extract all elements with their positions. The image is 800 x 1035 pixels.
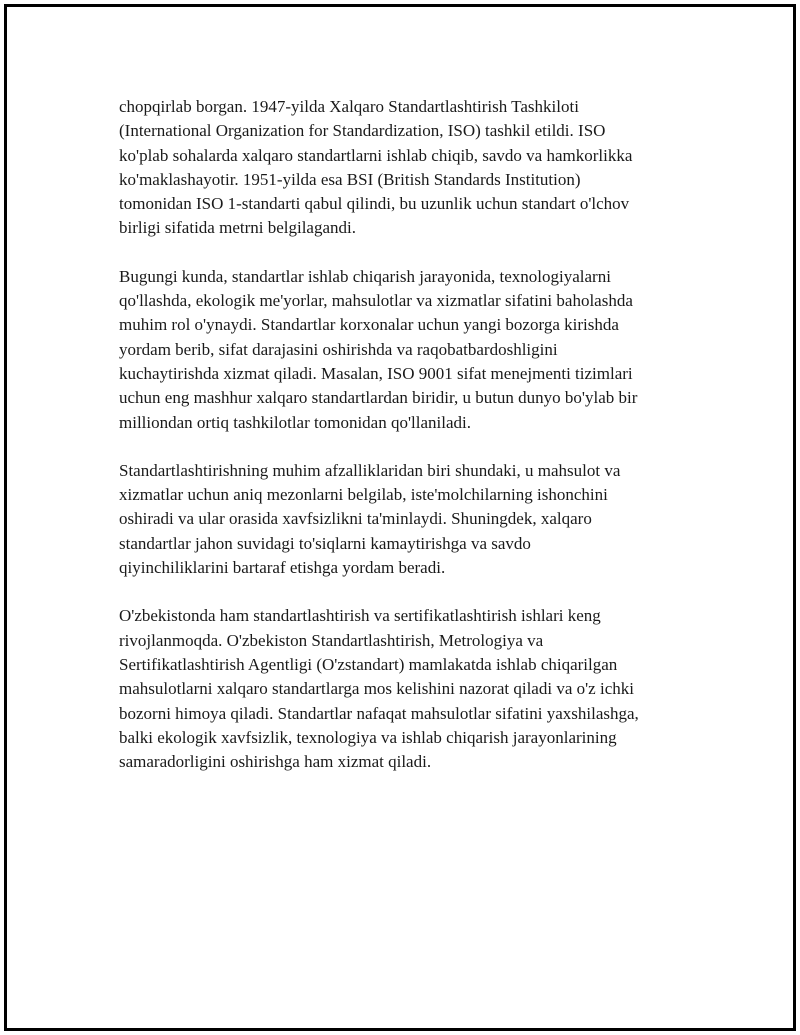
- text-line: yordam berib, sifat darajasini oshirishda va raqobatbardoshligini: [119, 339, 558, 359]
- text-line: Sertifikatlashtirish Agentligi (O'zstandart) mamlakatda ishlab chiqarilgan: [119, 654, 618, 674]
- text-line: ko'plab sohalarda xalqaro standartlarni ishlab chiqib, savdo va hamkorlikka: [119, 145, 633, 165]
- text-line: qiyinchiliklarini bartaraf etishga yordam beradi.: [119, 558, 446, 578]
- text-line: xizmatlar uchun aniq mezonlarni belgilab, iste'molchilarning ishonchini: [119, 485, 608, 505]
- text-line: bozorni himoya qiladi. Standartlar nafaqat mahsulotlar sifatini yaxshilashga,: [119, 703, 639, 723]
- text-line: chopqirlab borgan. 1947-yilda Xalqaro Standartlashtirish Tashkiloti: [119, 97, 579, 116]
- text-line: tomonidan ISO 1-standarti qabul qilindi, bu uzunlik uchun standart o'lchov: [119, 194, 630, 214]
- text-line: samaradorligini oshirishga ham xizmat qiladi.: [119, 752, 432, 772]
- paragraph-iso-history: [119, 95, 685, 241]
- paragraph-standards-today: [119, 265, 685, 435]
- text-line: oshiradi va ular orasida xavfsizlikni ta'minlaydi. Shuningdek, xalqaro: [119, 509, 592, 529]
- text-line: balki ekologik xavfsizlik, texnologiya va ishlab chiqarish jarayonlarining: [119, 727, 617, 747]
- text-line: qo'llashda, ekologik me'yorlar, mahsulotlar va xizmatlar sifatini baholashda: [119, 291, 633, 311]
- text-line: kuchaytirishda xizmat qiladi. Masalan, ISO 9001 sifat menejmenti tizimlari: [119, 363, 633, 383]
- text-line: ko'maklashayotir. 1951-yilda esa BSI (British Standards Institution): [119, 169, 581, 189]
- text-line: milliondan ortiq tashkilotlar tomonidan qo'llaniladi.: [119, 412, 471, 432]
- text-line: muhim rol o'ynaydi. Standartlar korxonalar uchun yangi bozorga kirishda: [119, 315, 619, 335]
- text-line: O'zbekistonda ham standartlashtirish va sertifikatlashtirish ishlari keng: [119, 606, 601, 626]
- text-line: birligi sifatida metrni belgilagandi.: [119, 218, 356, 238]
- document-page: [4, 4, 796, 1031]
- paragraph-uzbekistan: [119, 604, 685, 774]
- text-line: Bugungi kunda, standartlar ishlab chiqarish jarayonida, texnologiyalarni: [119, 266, 611, 286]
- text-line: uchun eng mashhur xalqaro standartlardan biridir, u butun dunyo bo'ylab bir: [119, 388, 638, 408]
- text-line: rivojlanmoqda. O'zbekiston Standartlashtirish, Metrologiya va: [119, 630, 544, 650]
- text-line: standartlar jahon suvidagi to'siqlarni kamaytirishga va savdo: [119, 533, 531, 553]
- paragraph-advantages: [119, 459, 685, 580]
- document-body: [119, 95, 685, 798]
- text-line: (International Organization for Standardization, ISO) tashkil etildi. ISO: [119, 121, 606, 141]
- text-line: Standartlashtirishning muhim afzalliklaridan biri shundaki, u mahsulot va: [119, 460, 621, 480]
- text-line: mahsulotlarni xalqaro standartlarga mos kelishini nazorat qiladi va o'z ichki: [119, 679, 634, 699]
